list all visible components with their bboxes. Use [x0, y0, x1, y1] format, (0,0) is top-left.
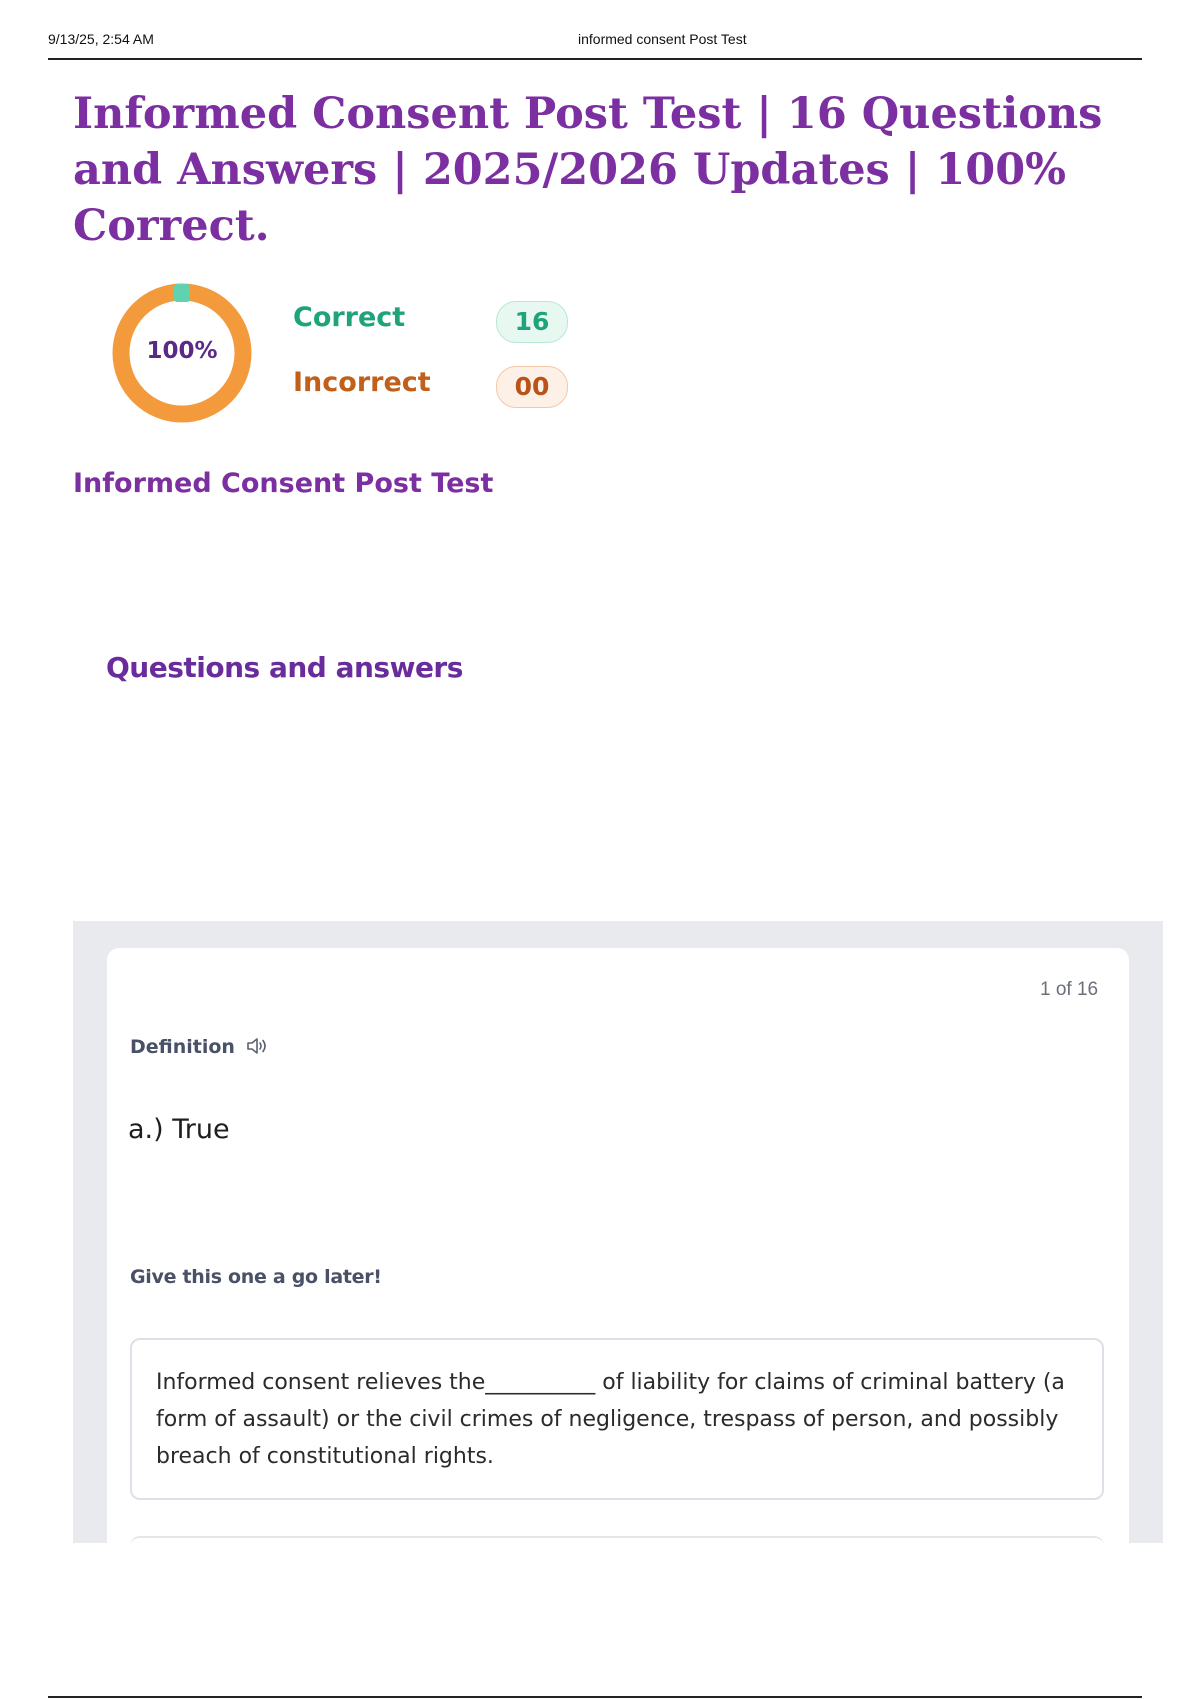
- question-text: Informed consent relieves the__________ of liability for claims of criminal battery (a form of assault) or the civil crimes of negligence, trespass of person, and possibly breach of constitutional rights.: [156, 1370, 1065, 1469]
- print-footer-rule: [48, 1696, 1142, 1698]
- definition-label: Definition: [130, 1036, 235, 1058]
- print-header: [48, 28, 1142, 60]
- page-bottom-margin: [60, 1543, 1170, 1693]
- incorrect-count-badge: 00: [496, 366, 568, 408]
- questions-answers-heading: Questions and answers: [106, 651, 463, 684]
- print-datetime: 9/13/25, 2:54 AM: [48, 31, 154, 47]
- document-title: Informed Consent Post Test | 16 Questions and Answers | 2025/2026 Updates | 100% Correct.: [73, 89, 1103, 251]
- print-page-title: informed consent Post Test: [578, 31, 747, 47]
- test-subtitle: Informed Consent Post Test: [73, 468, 494, 499]
- correct-count-badge: 16: [496, 301, 568, 343]
- definition-answer: a.) True: [128, 1114, 230, 1145]
- try-later-prompt[interactable]: Give this one a go later!: [130, 1266, 382, 1288]
- incorrect-label: Incorrect: [293, 367, 431, 398]
- speaker-icon[interactable]: [246, 1036, 268, 1056]
- donut-correct-marker: [174, 284, 190, 302]
- correct-label: Correct: [293, 302, 406, 333]
- card-counter: 1 of 16: [1040, 979, 1099, 1000]
- score-percent: 100%: [146, 338, 218, 364]
